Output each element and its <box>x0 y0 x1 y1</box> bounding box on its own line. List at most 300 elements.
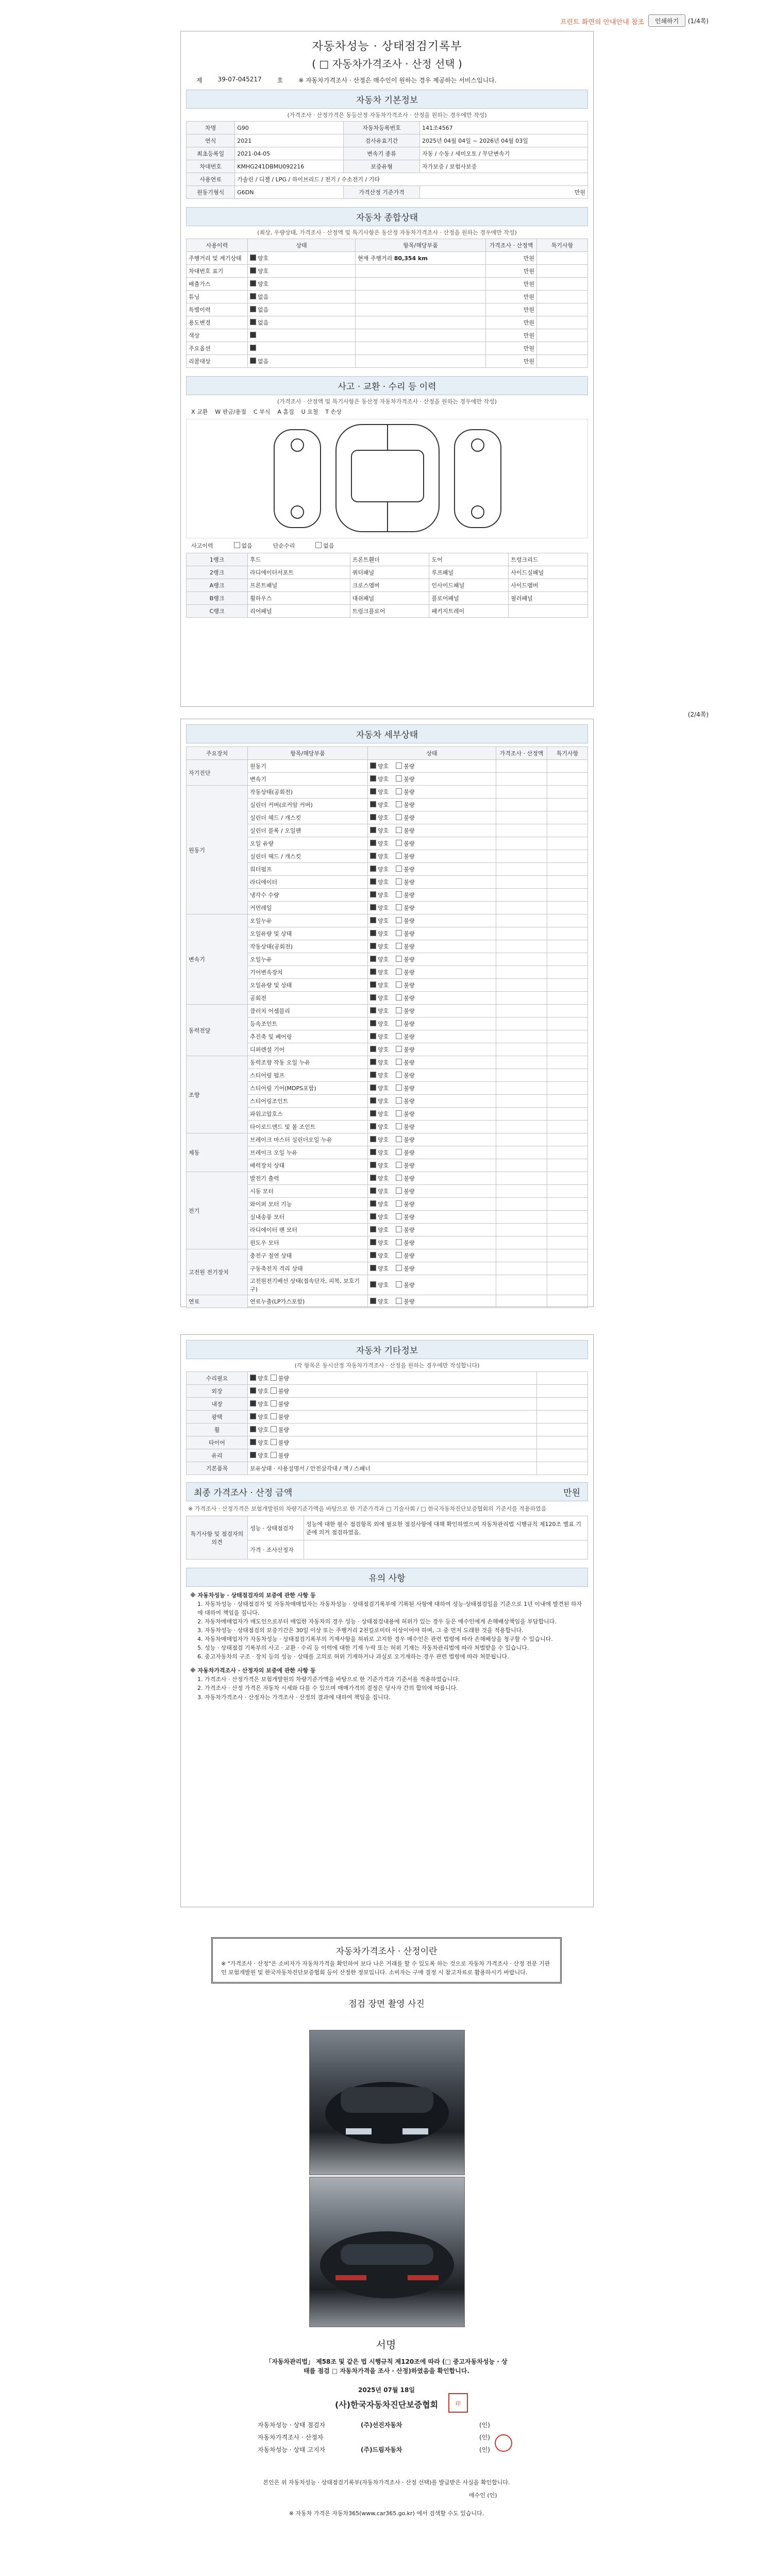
part-state <box>368 889 496 902</box>
part-price <box>496 773 547 786</box>
sign-date: 2025년 07월 18일 <box>358 2386 415 2394</box>
part-state <box>368 1224 496 1236</box>
vin: KMHG241DBMU092216 <box>235 160 344 173</box>
frame-item: 리어패널 <box>248 605 350 618</box>
document-number: 39-07-045217 <box>217 76 262 83</box>
checkbox <box>370 1149 376 1155</box>
other-row-label: 기본품목 <box>187 1462 248 1475</box>
part-note <box>547 927 588 940</box>
table-row <box>187 1133 588 1146</box>
part-note <box>547 850 588 863</box>
checkbox <box>396 1213 402 1219</box>
part-price <box>496 863 547 876</box>
item-cell <box>356 278 486 291</box>
document-notice: ※ 자동차가격조사 · 산정은 매수인이 원하는 경우 제공하는 서비스입니다. <box>298 77 497 84</box>
checkbox <box>396 775 402 782</box>
state-good-label: 양호 <box>378 956 389 963</box>
car-right-outline <box>455 430 501 528</box>
part-price <box>496 1030 547 1043</box>
notice-line: 1. 자동차성능 · 상태점검자 및 자동차매매업자는 자동차성능 · 상태점검기록부에 기록된 사항에 대하여 성능·상태점검일을 기준으로 1년 이내에 발견된 하자에 대하여 책임을 집니다. <box>197 1601 582 1617</box>
document-title: 자동차성능 · 상태점검기록부 <box>312 40 462 53</box>
table-row <box>187 316 588 329</box>
state-cell: 양호 <box>248 278 356 291</box>
part-state <box>368 1043 496 1056</box>
part-label: 라디에이터 팬 모터 <box>248 1224 368 1236</box>
state-cell: 없음 <box>248 291 356 303</box>
table-row: 기본품목 보유상태 · 사용설명서 / 안전삼각대 / 잭 / 스패너 <box>187 1462 588 1475</box>
part-label: 배력장치 상태 <box>248 1159 368 1172</box>
frame-item: 패키지트레이 <box>429 605 509 618</box>
state-bad-label: 불량 <box>404 1021 415 1027</box>
accident-history-label: 사고이력 <box>191 543 213 549</box>
checkbox <box>396 943 402 949</box>
part-note <box>547 1121 588 1133</box>
state-good-label: 양호 <box>378 866 389 873</box>
document-number-suffix: 호 <box>277 77 283 84</box>
checkbox <box>396 1136 402 1142</box>
state-good-label: 양호 <box>378 1175 389 1182</box>
sign-company: (사)한국자동차진단보증협회 <box>334 2400 439 2410</box>
checkbox <box>370 1084 376 1091</box>
part-note <box>547 1262 588 1275</box>
state-bad-label: 불량 <box>404 1059 415 1066</box>
table-row: 휠 양호 불량 <box>187 1423 588 1436</box>
checkbox <box>396 1059 402 1065</box>
headlight-left <box>346 2128 372 2134</box>
part-label: 파워고압호스 <box>248 1108 368 1121</box>
col-state: 상태 <box>368 747 496 760</box>
state-good-label: 양호 <box>378 827 389 834</box>
table-row <box>187 605 588 618</box>
part-label: 오일유량 및 상태 <box>248 979 368 992</box>
part-note <box>547 1224 588 1236</box>
other-header: 자동차 기타정보 <box>186 1340 588 1359</box>
notice-line: 2. 자동차매매업자가 매도인으로부터 매입한 자동차의 경우 성능 · 상태점검내용에 허위가 있는 경우 등은 매수인에게 손해배상책임을 부담합니다. <box>197 1618 557 1625</box>
mileage-value: 80,354 km <box>394 255 428 262</box>
checkbox <box>396 1175 402 1181</box>
state-good-label: 양호 <box>378 1201 389 1208</box>
print-button[interactable]: 인쇄하기 <box>648 14 685 27</box>
part-label: 와이퍼 모터 기능 <box>248 1198 368 1211</box>
price-cell: 만원 <box>486 303 537 316</box>
frame-item: 트렁크플로어 <box>350 605 429 618</box>
frame-item: 플로어패널 <box>429 592 509 605</box>
state-good-label: 양호 <box>378 815 389 821</box>
part-note <box>547 1249 588 1262</box>
part-price <box>496 940 547 953</box>
legend-x: X 교환 <box>191 409 208 415</box>
notice-line: 3. 자동차성능 · 상태점검의 보증기간은 30일 이상 또는 주행거리 2천킬로미터 이상이어야 하며, 그 중 먼저 도래한 것을 적용합니다. <box>197 1627 524 1634</box>
part-state <box>368 1030 496 1043</box>
document-number-label: 제 <box>196 77 203 84</box>
table-row <box>187 786 588 799</box>
checkbox <box>370 1265 376 1271</box>
checkbox <box>370 1226 376 1232</box>
checkbox <box>370 1007 376 1013</box>
state-good-label: 양호 <box>378 1008 389 1014</box>
sign-footer: 본인은 위 자동차성능 · 상태점검기록부(자동차가격조사 · 산정 선택)를 발급받은 사실을 확인합니다. <box>263 2479 510 2486</box>
part-label: 실린더 헤드 / 개스킷 <box>248 811 368 824</box>
row-label: 주행거리 및 계기상태 <box>187 252 248 265</box>
checkbox <box>370 1239 376 1245</box>
outer-panel-label: 1랭크 <box>187 553 248 566</box>
part-price <box>496 1185 547 1198</box>
guide-box <box>211 1937 562 1984</box>
part-price <box>496 1172 547 1185</box>
signer-row: 자동차성능 · 상태 고지자 (주)드림자동차 (인) <box>258 2446 490 2453</box>
state-bad-label: 불량 <box>404 1282 415 1289</box>
detail-table <box>186 747 588 1308</box>
checkbox <box>370 1162 376 1168</box>
state-cell: 양호 <box>248 252 356 265</box>
vehicle-name-label: 차명 <box>187 122 235 134</box>
col-note: 특기사항 <box>537 239 588 252</box>
part-state <box>368 837 496 850</box>
checkbox <box>370 904 376 910</box>
state-good-label: 양호 <box>378 853 389 860</box>
checkbox <box>370 801 376 807</box>
appraiser-opinion <box>304 1540 588 1560</box>
state-bad-label: 불량 <box>404 1201 415 1208</box>
part-price <box>496 1018 547 1030</box>
part-note <box>547 1159 588 1172</box>
notice-body <box>190 1591 584 1702</box>
checkbox <box>370 917 376 923</box>
checkbox <box>370 1188 376 1194</box>
part-price <box>496 1198 547 1211</box>
part-state <box>368 1082 496 1095</box>
item-cell <box>356 303 486 316</box>
accident-status-row: 사고이력 없음 단순수리 없음 <box>191 543 334 549</box>
item-cell <box>356 355 486 368</box>
table-row <box>187 329 588 342</box>
state-bad-label: 불량 <box>404 853 415 860</box>
checkbox <box>396 1097 402 1104</box>
part-note <box>547 876 588 889</box>
part-note <box>547 1236 588 1249</box>
mileage-cell <box>356 252 486 265</box>
checkbox <box>396 1200 402 1207</box>
page-3 <box>180 1334 594 1907</box>
frame-label-c: C랭크 <box>187 605 248 618</box>
state-cell <box>248 329 356 342</box>
part-state <box>368 1121 496 1133</box>
checkbox <box>396 1149 402 1155</box>
notice-line: 5. 성능 · 상태점검 기록부의 사고 · 교환 · 수리 등 이력에 대한 기재 누락 또는 허위 기재는 자동차관리법에 따라 처벌받을 수 있습니다. <box>197 1645 529 1652</box>
part-label: 실린더 헤드 / 개스킷 <box>248 850 368 863</box>
part-state <box>368 786 496 799</box>
part-note <box>547 837 588 850</box>
part-state <box>368 1262 496 1275</box>
checkbox <box>250 255 256 261</box>
table-row <box>187 1249 588 1262</box>
state-bad-label: 불량 <box>404 969 415 976</box>
warranty-label: 보증유형 <box>344 160 420 173</box>
panel-item: 프론트휀더 <box>350 553 429 566</box>
state-good-label: 양호 <box>378 1021 389 1027</box>
state-bad-label: 불량 <box>404 943 415 950</box>
checkbox <box>396 878 402 885</box>
appraiser-role: 가격 · 조사산정자 <box>248 1540 304 1560</box>
table-row <box>187 291 588 303</box>
note-cell <box>537 291 588 303</box>
frame-label-b: B랭크 <box>187 592 248 605</box>
part-price <box>496 850 547 863</box>
checkbox <box>396 1281 402 1287</box>
part-price <box>496 1236 547 1249</box>
checkbox <box>370 943 376 949</box>
state-bad-label: 불량 <box>404 1111 415 1117</box>
part-label: 브레이크 마스터 실린더오일 누유 <box>248 1133 368 1146</box>
part-label: 작동상태(공회전) <box>248 786 368 799</box>
part-price <box>496 837 547 850</box>
part-price <box>496 1095 547 1108</box>
photos-header: 점검 장면 촬영 사진 <box>186 1994 587 2012</box>
state-good-label: 양호 <box>378 1098 389 1105</box>
checkbox <box>396 853 402 859</box>
panel-item: 사이드실패널 <box>509 566 588 579</box>
state-bad-label: 불량 <box>404 918 415 924</box>
other-row-label: 내장 <box>187 1398 248 1411</box>
state-good-label: 양호 <box>378 1072 389 1079</box>
note-cell <box>537 342 588 355</box>
checkbox <box>370 775 376 782</box>
part-note <box>547 992 588 1005</box>
wheel-rear-left <box>291 506 304 518</box>
checkbox <box>396 1298 402 1304</box>
checkbox <box>396 840 402 846</box>
checkbox <box>370 1281 376 1287</box>
part-note <box>547 1095 588 1108</box>
document-subtitle: ( □ 자동차가격조사 · 산정 선택 ) <box>312 58 462 70</box>
part-note <box>547 953 588 966</box>
table-row: 외장 양호 불량 <box>187 1385 588 1398</box>
table-row <box>187 566 588 579</box>
plate-number: 141조4567 <box>420 122 588 134</box>
table-row <box>187 147 588 160</box>
part-note <box>547 773 588 786</box>
table-row <box>187 342 588 355</box>
part-state <box>368 773 496 786</box>
outer-panel-label-2: 2랭크 <box>187 566 248 579</box>
device-group-label: 자기진단 <box>187 760 248 786</box>
state-good-label: 양호 <box>378 879 389 886</box>
accident-legend <box>191 408 583 416</box>
device-group-label: 원동기 <box>187 786 248 914</box>
state-good-label: 양호 <box>378 1214 389 1221</box>
guide-text: ※ "가격조사 · 산정"은 소비자가 자동차가격을 확인하여 보다 나은 거래를 할 수 있도록 하는 것으로 자동차 가격조사 · 산정 전문 기관인 보험개발원 및 한국자동차진단보증협회 등이 산정한 정보입니다. 소비자는 구매 결정 시 참고자료로 활용하시기 바랍니다. <box>221 1960 550 1976</box>
panel-item: 루프패널 <box>429 566 509 579</box>
state-cell: 양호 <box>248 265 356 278</box>
accident-header: 사고 · 교환 · 수리 등 이력 <box>186 376 588 395</box>
year-value: 2021 <box>235 134 344 147</box>
notice-line: 6. 중고자동차의 구조 · 장치 등의 성능 · 상태를 고의로 허위 기재하거나 과실로 오기재하는 경우 관련 법령에 따라 처분됩니다. <box>197 1653 509 1660</box>
col-use-history: 사용이력 <box>187 239 248 252</box>
plate-label: 자동차등록번호 <box>344 122 420 134</box>
price-cell: 만원 <box>486 278 537 291</box>
part-note <box>547 979 588 992</box>
signer-block <box>258 2419 526 2456</box>
car-windshield <box>341 2087 433 2113</box>
part-price <box>496 953 547 966</box>
state-bad-label: 불량 <box>404 1175 415 1182</box>
checkbox <box>370 1097 376 1104</box>
table-row <box>187 1295 588 1308</box>
part-note <box>547 1005 588 1018</box>
state-good-label: 양호 <box>378 1298 389 1305</box>
part-state <box>368 1159 496 1172</box>
checkbox <box>396 956 402 962</box>
part-state <box>368 850 496 863</box>
col-price: 가격조사 · 산정액 <box>496 747 547 760</box>
checkbox <box>396 1110 402 1116</box>
part-price <box>496 1056 547 1069</box>
state-good-label: 양호 <box>378 1282 389 1289</box>
state-bad-label: 불량 <box>404 1162 415 1169</box>
checkbox <box>370 1110 376 1116</box>
part-price <box>496 914 547 927</box>
checkbox <box>370 1020 376 1026</box>
table-row <box>187 1516 588 1540</box>
page-2 <box>180 719 594 1307</box>
transmission-options: 자동 / 수동 / 세미오토 / 무단변속기 <box>420 147 588 160</box>
panel-table <box>186 553 588 618</box>
legend-t: T 손상 <box>325 409 342 415</box>
year-label: 연식 <box>187 134 235 147</box>
part-state <box>368 979 496 992</box>
car-left-outline <box>274 430 321 528</box>
accident-note: (가격조사 · 산정액 및 특기사항은 동산정 자동차가격조사 · 산정을 원하는 경우에만 작성) <box>277 398 497 405</box>
note-cell <box>537 316 588 329</box>
state-bad-label: 불량 <box>404 840 415 847</box>
part-state <box>368 811 496 824</box>
state-good-label: 양호 <box>378 1188 389 1195</box>
state-good-label: 양호 <box>378 840 389 847</box>
detail-header: 자동차 세부상태 <box>186 724 588 743</box>
part-state <box>368 1133 496 1146</box>
part-state <box>368 1295 496 1308</box>
state-bad-label: 불량 <box>404 1085 415 1092</box>
wheel-rear-right <box>472 506 484 518</box>
taillight-right <box>408 2275 439 2280</box>
state-bad-label: 불량 <box>404 827 415 834</box>
base-price-unit: 만원 <box>420 186 588 199</box>
part-label: 실린더 커버(로커암 커버) <box>248 799 368 811</box>
table-row: 유리 양호 불량 <box>187 1449 588 1462</box>
table-row <box>187 252 588 265</box>
part-state <box>368 940 496 953</box>
state-bad-label: 불량 <box>404 789 415 795</box>
checkbox <box>396 1084 402 1091</box>
row-label: 특별이력 <box>187 303 248 316</box>
part-label: 공회전 <box>248 992 368 1005</box>
table-row: 광택 양호 불량 <box>187 1411 588 1423</box>
checkbox <box>396 814 402 820</box>
table-row: 내장 양호 불량 <box>187 1398 588 1411</box>
part-label: 발전기 출력 <box>248 1172 368 1185</box>
checkbox <box>370 814 376 820</box>
part-note <box>547 1146 588 1159</box>
part-state <box>368 1211 496 1224</box>
price-cell: 만원 <box>486 316 537 329</box>
other-row-label: 광택 <box>187 1411 248 1423</box>
part-label: 실린더 블록 / 오일팬 <box>248 824 368 837</box>
panel-item: 도어 <box>429 553 509 566</box>
basic-info-note: (가격조사 · 산정가격은 동등산정 자동차가격조사 · 산정을 원하는 경우에만 작성) <box>287 112 487 118</box>
part-state <box>368 1056 496 1069</box>
note-cell <box>537 303 588 316</box>
part-label: 워터펌프 <box>248 863 368 876</box>
checkbox <box>370 762 376 769</box>
part-price <box>496 1249 547 1262</box>
state-bad-label: 불량 <box>404 892 415 899</box>
part-state <box>368 760 496 773</box>
row-label: 주요옵션 <box>187 342 248 355</box>
table-row <box>187 553 588 566</box>
checkbox <box>370 994 376 1001</box>
col-state: 상태 <box>248 239 356 252</box>
print-guide-link[interactable]: 프린트 화면의 안내안내 참조 <box>560 19 644 26</box>
legend-c: C 부식 <box>253 409 271 415</box>
part-note <box>547 1172 588 1185</box>
part-label: 디퍼렌셜 기어 <box>248 1043 368 1056</box>
checkbox <box>396 1226 402 1232</box>
note-cell <box>537 252 588 265</box>
table-row <box>187 160 588 173</box>
row-label: 차대번호 표기 <box>187 265 248 278</box>
part-price <box>496 1108 547 1121</box>
part-price <box>496 1043 547 1056</box>
item-cell <box>356 316 486 329</box>
state-good-label: 양호 <box>378 969 389 976</box>
other-row-label: 타이어 <box>187 1436 248 1449</box>
checkbox <box>396 762 402 769</box>
device-group-label: 변속기 <box>187 914 248 1005</box>
part-label: 시동 모터 <box>248 1185 368 1198</box>
state-bad-label: 불량 <box>404 930 415 937</box>
table-row <box>187 186 588 199</box>
document-number-row <box>196 76 578 84</box>
part-label: 스티어링조인트 <box>248 1095 368 1108</box>
checkbox <box>396 917 402 923</box>
state-good-label: 양호 <box>378 1111 389 1117</box>
panel-item: 트렁크리드 <box>509 553 588 566</box>
part-label: 오일누유 <box>248 914 368 927</box>
state-good-label: 양호 <box>378 1162 389 1169</box>
part-note <box>547 811 588 824</box>
table-row: 수리필요 양호 불량 <box>187 1372 588 1385</box>
basic-info-header: 자동차 기본정보 <box>186 90 588 109</box>
price-cell: 만원 <box>486 355 537 368</box>
part-label: 윈도우 모터 <box>248 1236 368 1249</box>
state-bad-label: 불량 <box>404 879 415 886</box>
vin-label: 차대번호 <box>187 160 235 173</box>
checkbox <box>370 853 376 859</box>
state-bad-label: 불량 <box>404 802 415 808</box>
part-price <box>496 786 547 799</box>
frame-item: 프론트패널 <box>248 579 350 592</box>
part-label: 충전구 절연 상태 <box>248 1249 368 1262</box>
state-good-label: 양호 <box>378 1149 389 1156</box>
frame-item <box>509 605 588 618</box>
first-registration-label: 최초등록일 <box>187 147 235 160</box>
part-note <box>547 863 588 876</box>
table-row <box>187 1005 588 1018</box>
part-state <box>368 1095 496 1108</box>
checkbox <box>370 788 376 794</box>
part-note <box>547 940 588 953</box>
site-note: ※ 자동차 가격은 자동차365(www.car365.go.kr) 에서 검색할 수도 있습니다. <box>289 2510 484 2517</box>
